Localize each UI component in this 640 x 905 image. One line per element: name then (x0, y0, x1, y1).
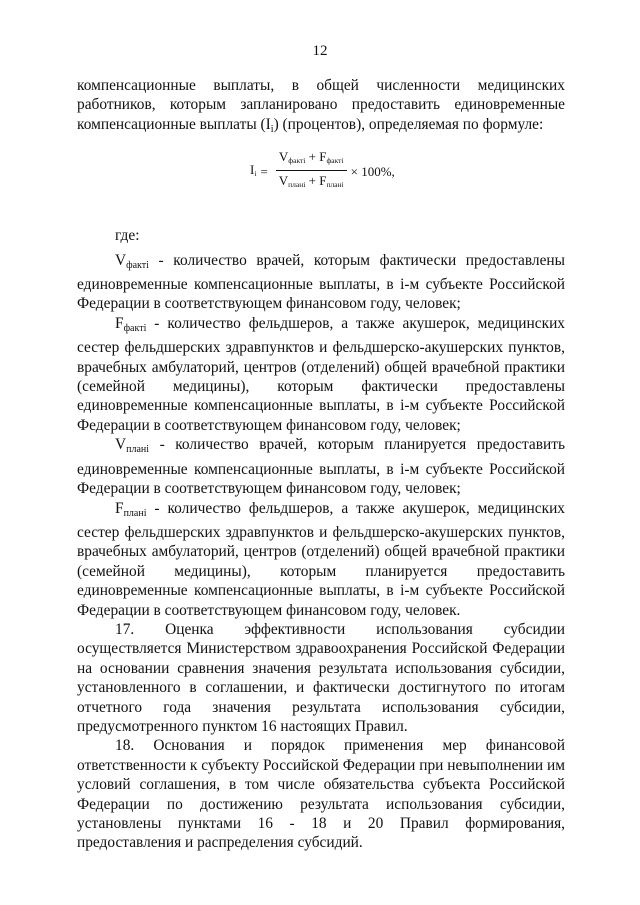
intro-text: компенсационные выплаты, в общей численности медицинских работников, которым запланировано предоставить единовременные компенсационные выплаты (I (77, 77, 565, 133)
definition-v-plan: Vпланi - количество врачей, которым планируется предоставить единовременные компенсационные выплаты, в i-м субъекте Российской Федерации в соответствующем финансовом году, человек; (77, 436, 565, 498)
definition-f-fact: Fфактi - количество фельдшеров, а также акушерок, медицинских сестер фельдшерских здравпунктов и фельдшерско-акушерских пунктов, врачебных амбулаторий, центров (отделений) общей врачебной практики (семейной медицины), которым фактически предоставлены единовременные компенсационные выплаты, в i-м субъекте Российской Федерации в соответствующем финансовом году, человек; (77, 314, 565, 434)
formula-equals: = (260, 163, 268, 179)
definition-v-fact: Vфактi - количество врачей, которым фактически предоставлены единовременные компенсационные выплаты, в i-м субъекте Российской Федерации в соответствующем финансовом году, человек; (77, 251, 565, 313)
where-label: где: (115, 227, 140, 245)
formula-denominator: $V_{планi} + F_{планi}$ (278, 173, 344, 190)
intro-text-end: ) (процентов), определяемая по формуле: (273, 115, 544, 133)
intro-subscript: i (270, 123, 274, 135)
definitions-list (77, 251, 565, 620)
formula-block (77, 139, 565, 213)
formula-fraction (276, 149, 347, 193)
definition-f-plan: Fпланi - количество фельдшеров, а также акушерок, медицинских сестер фельдшерских здравпунктов и фельдшерско-акушерских пунктов, врачебных амбулаторий, центров (отделений) общей врачебной практики (семейной медицины), которым планируется предоставить единовременные компенсационные выплаты, в i-м субъекте Российской Федерации в соответствующем финансовом году, человек. (77, 499, 565, 619)
page-number: 12 (312, 43, 328, 59)
document-body (77, 76, 565, 853)
formula (250, 149, 395, 193)
clause-17: 17. Оценка эффективности использования субсидии осуществляется Министерством здравоохранения Российской Федерации на основании сравнения значения результата использования субсидии, установленного в соглашении, и фактически достигнутого по итогам отчетного года значения результата использования субсидии, предусмотренного пунктом 16 настоящих Правил. (77, 620, 565, 735)
clause-18: 18. Основания и порядок применения мер финансовой ответственности к субъекту Российской Федерации при невыполнении им условий соглашения, в том числе обязательства субъекта Российской Федерации по достижению результата использования субсидии, установлены пунктами 16 - 18 и 20 Правил формирования, предоставления и распределения субсидий. (77, 737, 565, 852)
intro-paragraph (77, 76, 565, 139)
formula-lhs: $I_i$ (250, 161, 257, 178)
formula-numerator: $V_{фактi} + F_{фактi}$ (276, 149, 347, 171)
formula-multiplier: × 100%, (350, 163, 395, 179)
